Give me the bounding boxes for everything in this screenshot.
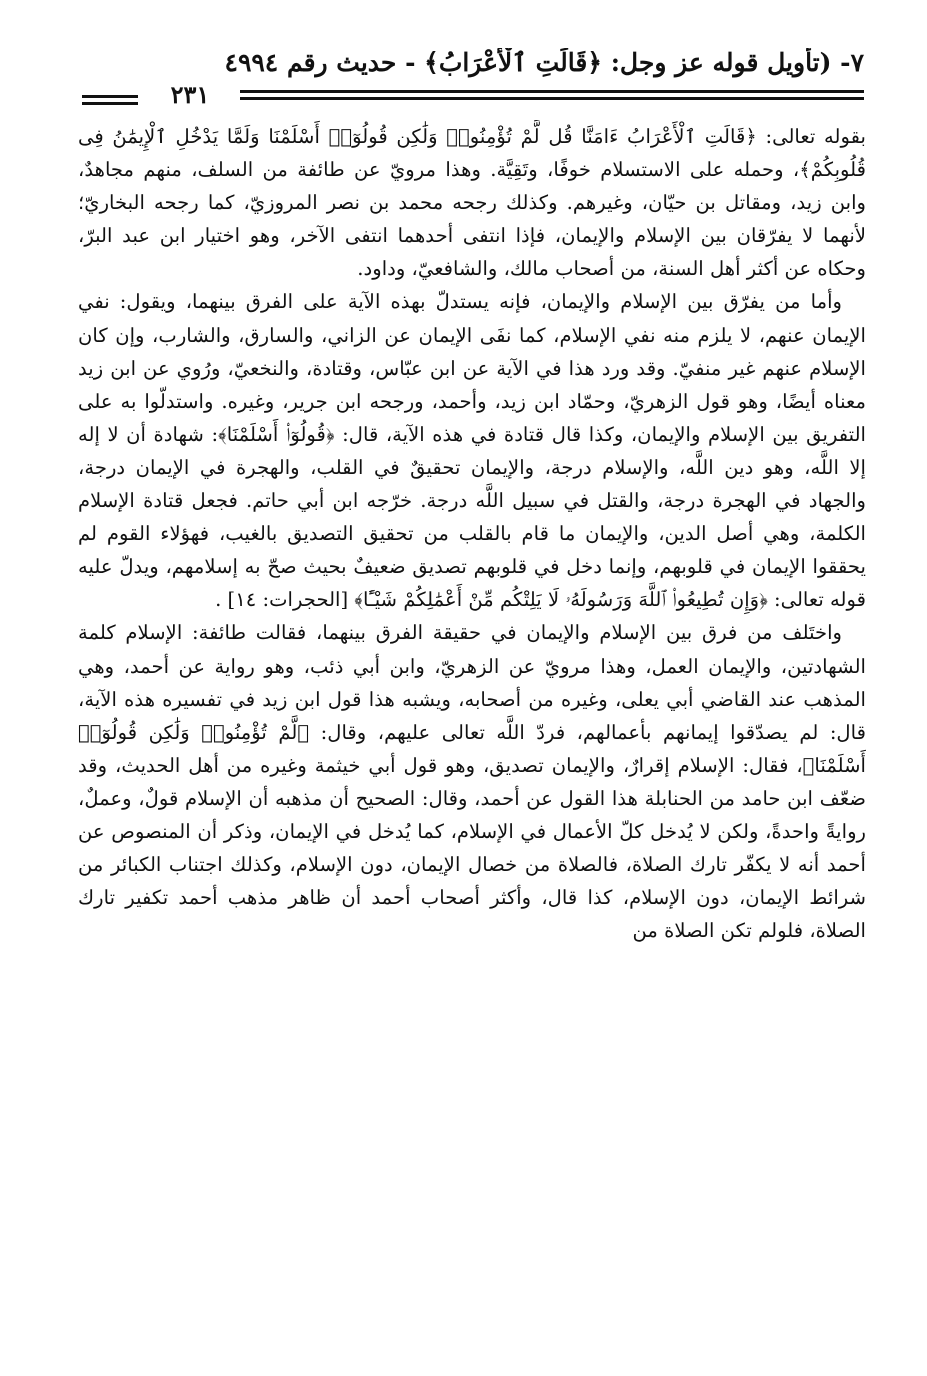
header-rule-bottom xyxy=(240,97,864,100)
paragraph-2: وأما من يفرّق بين الإسلام والإيمان، فإنه يستدلّ بهذه الآية على الفرق بينهما، ويقول: نفي الإيمان عنهم، لا يلزم منه نفي الإسلام، كما نفَى الإيمان عن الزاني، والسارق، والشارب، وإن كان الإسلام عنهم غير منفيّ. وقد ورد هذا في الآية عن ابن عبّاس، وقتادة، والنخعيّ، ورُوي عن ابن زيد معناه أيضًا، وهو قول الزهريّ، وحمّاد ابن زيد، وأحمد، ورجحه ابن جرير، وغيره. واستدلّوا به على التفريق بين الإسلام والإيمان، وكذا قال قتادة في هذه الآية، قال: ﴿قُولُوٓا۟ أَسْلَمْنَا﴾: شهادة أن لا إله إلا اللَّه، وهو دين اللَّه، والإسلام درجة، والإيمان تحقيقٌ في القلب، والهجرة في الإيمان درجة، والجهاد في الهجرة درجة، والقتل في سبيل اللَّه درجة. خرّجه ابن أبي حاتم. فجعل قتادة الإسلام الكلمة، وهي أصل الدين، والإيمان ما قام بالقلب من تحقيق التصديق بالغيب، فهؤلاء القوم لم يحققوا الإيمان في قلوبهم، وإنما دخل في قلوبهم تصديق ضعيفٌ بحيث صحّ به إسلامهم، ويدلّ عليه قوله تعالى: ﴿وَإِن تُطِيعُوا۟ ٱللَّهَ وَرَسُولَهُۥ لَا يَلِتْكُم مِّنْ أَعْمَٰلِكُمْ شَيْـًٔا﴾ [الحجرات: ١٤] . xyxy=(78,290,866,612)
paragraph-1: بقوله تعالى: ﴿قَالَتِ ٱلْأَعْرَابُ ءَامَنَّا قُل لَّمْ تُؤْمِنُوا۟ وَلَٰكِن قُولُوٓا۟ أَسْلَمْنَا وَلَمَّا يَدْخُلِ ٱلْإِيمَٰنُ فِى قُلُوبِكُمْ﴾، وحمله على الاستسلام خوفًا، وتَقِيَّة. وهذا مرويّ عن طائفة من السلف، منهم مجاهدٌ، وابن زيد، ومقاتل بن حيّان، وغيرهم. وكذلك رجحه محمد بن نصر المروزيّ، كما رجحه البخاريّ؛ لأنهما لا يفرّقان بين الإسلام والإيمان، فإذا انتفى أحدهما انتفى الآخر، وهو اختيار ابن عبد البرّ، وحكاه عن أكثر أهل السنة، من أصحاب مالك، والشافعيّ، وداود. xyxy=(78,125,866,281)
paragraph-3: واختَلف من فرق بين الإسلام والإيمان في حقيقة الفرق بينهما، فقالت طائفة: الإسلام كلمة الشهادتين، والإيمان العمل، وهذا مرويّ عن الزهريّ، وابن أبي ذئب، وهو رواية عن أحمد، وهي المذهب عند القاضي أبي يعلى، وغيره من أصحابه، ويشبه هذا قول ابن زيد في تفسيره هذه الآية، قال: لم يصدّقوا إيمانهم بأعمالهم، فردّ اللَّه تعالى عليهم، وقال: ﴿لَّمْ تُؤْمِنُوا۟ وَلَٰكِن قُولُوٓا۟ أَسْلَمْنَا﴾، فقال: الإسلام إقرارٌ، والإيمان تصديق، وهو قول أبي خيثمة وغيره من أهل الحديث، وقد ضعّف ابن حامد من الحنابلة هذا القول عن أحمد، وقال: الصحيح أن مذهبه أن الإسلام قولٌ، وعملٌ، روايةً واحدةً، ولكن لا يُدخل كلّ الأعمال في الإسلام، كما يُدخل في الإيمان، وذكر أن المنصوص عن أحمد أنه لا يكفّر تارك الصلاة، فالصلاة من خصال الإيمان، دون الإسلام، وكذلك اجتناب الكبائر من شرائط الإيمان، دون الإسلام، كذا قال، وأكثر أصحاب أحمد أن ظاهر مذهب أحمد تكفير تارك الصلاة، فلولم تكن الصلاة من xyxy=(78,621,866,943)
header-rule-top xyxy=(240,90,864,93)
page-number: ٢٣١ xyxy=(170,80,210,109)
body-text xyxy=(78,120,866,1338)
page-number-rule-top xyxy=(82,95,138,98)
page-number-rule-bottom xyxy=(82,102,138,105)
running-header: ٧- (تأويل قوله عز وجل: ﴿قَالَتِ ٱلْأَعْرَابُ﴾ - حديث رقم ٤٩٩٤ xyxy=(224,48,864,77)
